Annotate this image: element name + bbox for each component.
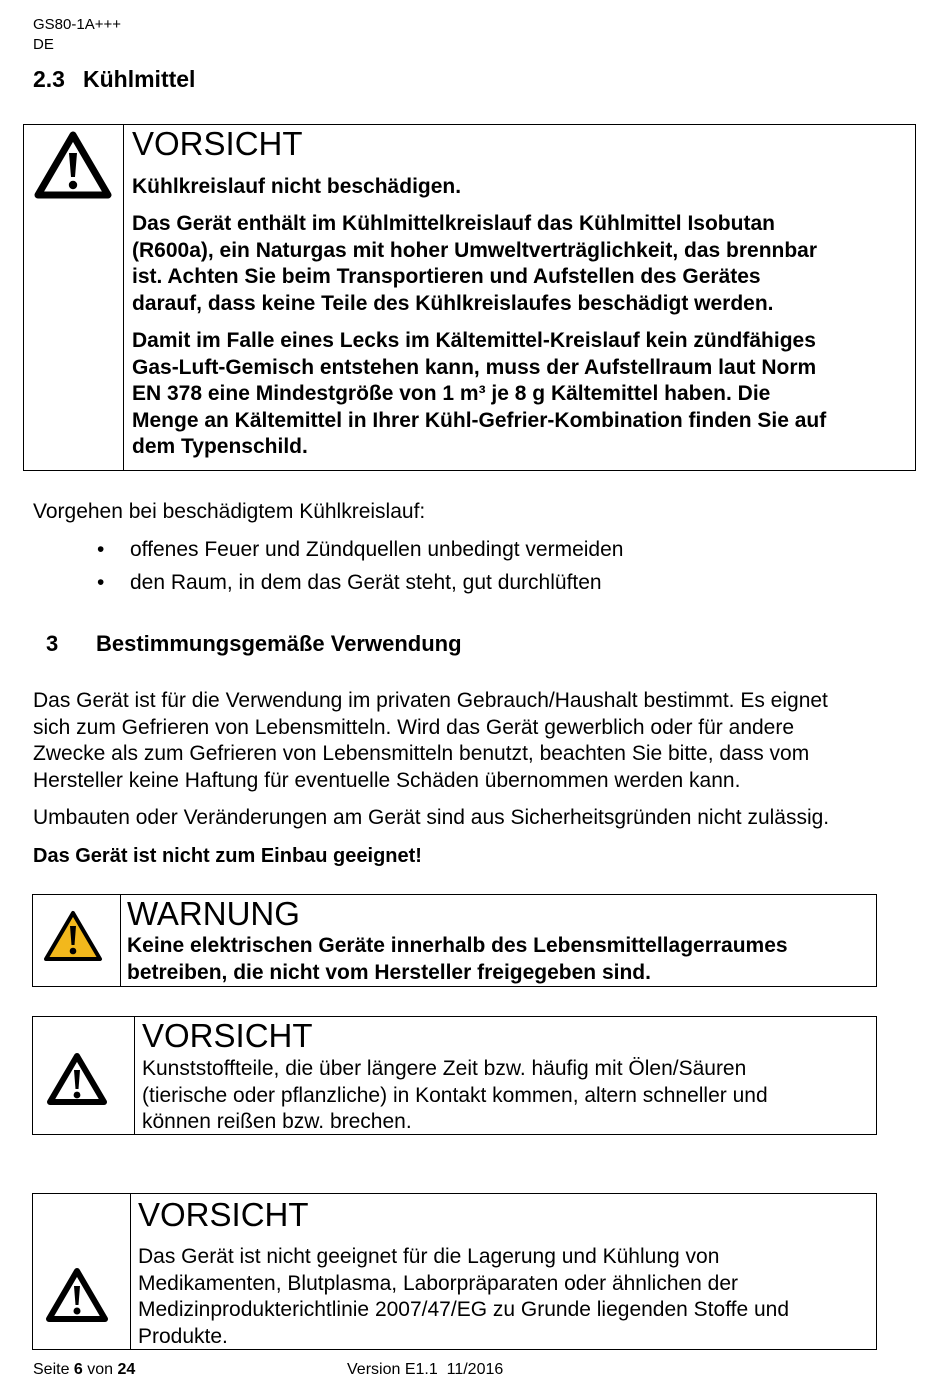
doc-language: DE (33, 36, 54, 53)
bullet: • (97, 571, 105, 594)
text-line: Medizinprodukterichtlinie 2007/47/EG zu Grunde liegenden Stoffe und (138, 1298, 790, 1321)
text-line: Das Gerät ist nicht geeignet für die Lagerung und Kühlung von (138, 1245, 720, 1268)
page-number (33, 1361, 135, 1379)
text-line: EN 378 eine Mindestgröße von 1 m³ je 8 g Kältemittel haben. Die (132, 382, 771, 405)
text-line: darauf, dass keine Teile des Kühlkreislaufes beschädigt werden. (132, 291, 774, 315)
text-line: Kunststoffteile, die über längere Zeit bzw. häufig mit Ölen/Säuren (142, 1057, 747, 1080)
icon-column (33, 895, 121, 986)
usage-paragraph (33, 688, 828, 794)
text-line: Damit im Falle eines Lecks im Kältemittel-Kreislauf kein zündfähiges (132, 329, 816, 352)
warning-box-appliances (32, 894, 877, 987)
warning-title: WARNUNG (127, 895, 300, 932)
text-line: ist. Achten Sie beim Transportieren und Aufstellen des Gerätes (132, 265, 761, 288)
modification-note: Umbauten oder Veränderungen am Gerät sind aus Sicherheitsgründen nicht zulässig. (33, 806, 830, 829)
section-number: 3 (46, 631, 59, 656)
page-of: von (87, 1361, 114, 1378)
caution-title: VORSICHT (142, 1017, 313, 1054)
warning-text (127, 933, 788, 986)
caution-box-medical (32, 1193, 877, 1350)
total-pages: 24 (117, 1361, 136, 1378)
text-line: Das Gerät enthält im Kühlmittelkreislauf das Kühlmittel Isobutan (132, 212, 775, 235)
list-item-text: den Raum, in dem das Gerät steht, gut durchlüften (130, 571, 602, 594)
version-info: Version E1.1 11/2016 (347, 1361, 504, 1378)
text-line: Hersteller keine Haftung für eventuelle Schäden übernommen werden kann. (33, 768, 741, 792)
text-line: Menge an Kältemittel in Ihrer Kühl-Gefrier-Kombination finden Sie auf (132, 408, 827, 432)
text-line: Gas-Luft-Gemisch entstehen kann, muss der Aufstellraum laut Norm (132, 355, 817, 379)
text-line: Das Gerät ist für die Verwendung im privaten Gebrauch/Haushalt bestimmt. Es eignet (33, 689, 828, 712)
list-item-text: offenes Feuer und Zündquellen unbedingt vermeiden (130, 538, 624, 561)
text-line: Keine elektrischen Geräte innerhalb des Lebensmittellagerraumes (127, 934, 788, 957)
caution-box-refrigerant (23, 124, 916, 471)
text-line: (R600a), ein Naturgas mit hoher Umweltverträglichkeit, das brennbar (132, 238, 818, 262)
installation-note: Das Gerät ist nicht zum Einbau geeignet! (33, 845, 422, 867)
section-heading-2-3 (33, 66, 195, 93)
current-page: 6 (73, 1361, 83, 1378)
text-line: sich zum Gefrieren von Lebensmitteln. Wird das Gerät gewerblich oder für andere (33, 715, 795, 739)
caution-title: VORSICHT (138, 1196, 309, 1233)
text-line: dem Typenschild. (132, 435, 308, 458)
section-title: Kühlmittel (83, 66, 196, 92)
icon-column (33, 1017, 135, 1134)
caution-text (138, 1244, 789, 1350)
section-number: 2.3 (33, 66, 65, 92)
icon-column (24, 125, 124, 470)
section-title: Bestimmungsgemäße Verwendung (96, 631, 462, 656)
text-line: (tierische oder pflanzliche) in Kontakt kommen, altern schneller und (142, 1083, 768, 1107)
caution-paragraph-1 (132, 211, 817, 317)
caution-paragraph-2 (132, 328, 826, 461)
warning-triangle-icon (46, 1052, 108, 1106)
warning-triangle-icon (34, 131, 112, 199)
bullet: • (97, 538, 105, 561)
warning-triangle-yellow-icon (43, 910, 103, 962)
procedure-intro: Vorgehen bei beschädigtem Kühlkreislauf: (33, 500, 426, 523)
list-item (97, 537, 623, 563)
list-item (97, 570, 602, 596)
icon-column (33, 1194, 131, 1349)
caution-text (142, 1056, 768, 1136)
warning-triangle-icon (45, 1267, 109, 1323)
text-line: Medikamenten, Blutplasma, Laborpräparaten oder ähnlichen der (138, 1271, 739, 1295)
caution-title: VORSICHT (132, 125, 303, 162)
text-line: können reißen bzw. brechen. (142, 1110, 412, 1133)
text-line: Produkte. (138, 1324, 228, 1348)
caution-lead: Kühlkreislauf nicht beschädigen. (132, 175, 462, 198)
text-line: Zwecke als zum Gefrieren von Lebensmitteln benutzt, beachten Sie bitte, dass vom (33, 742, 810, 765)
caution-box-plastics (32, 1016, 877, 1135)
page-prefix: Seite (33, 1361, 70, 1378)
text-line: betreiben, die nicht vom Hersteller freigegeben sind. (127, 960, 651, 984)
section-heading-3 (46, 631, 462, 657)
doc-model: GS80-1A+++ (33, 16, 121, 33)
